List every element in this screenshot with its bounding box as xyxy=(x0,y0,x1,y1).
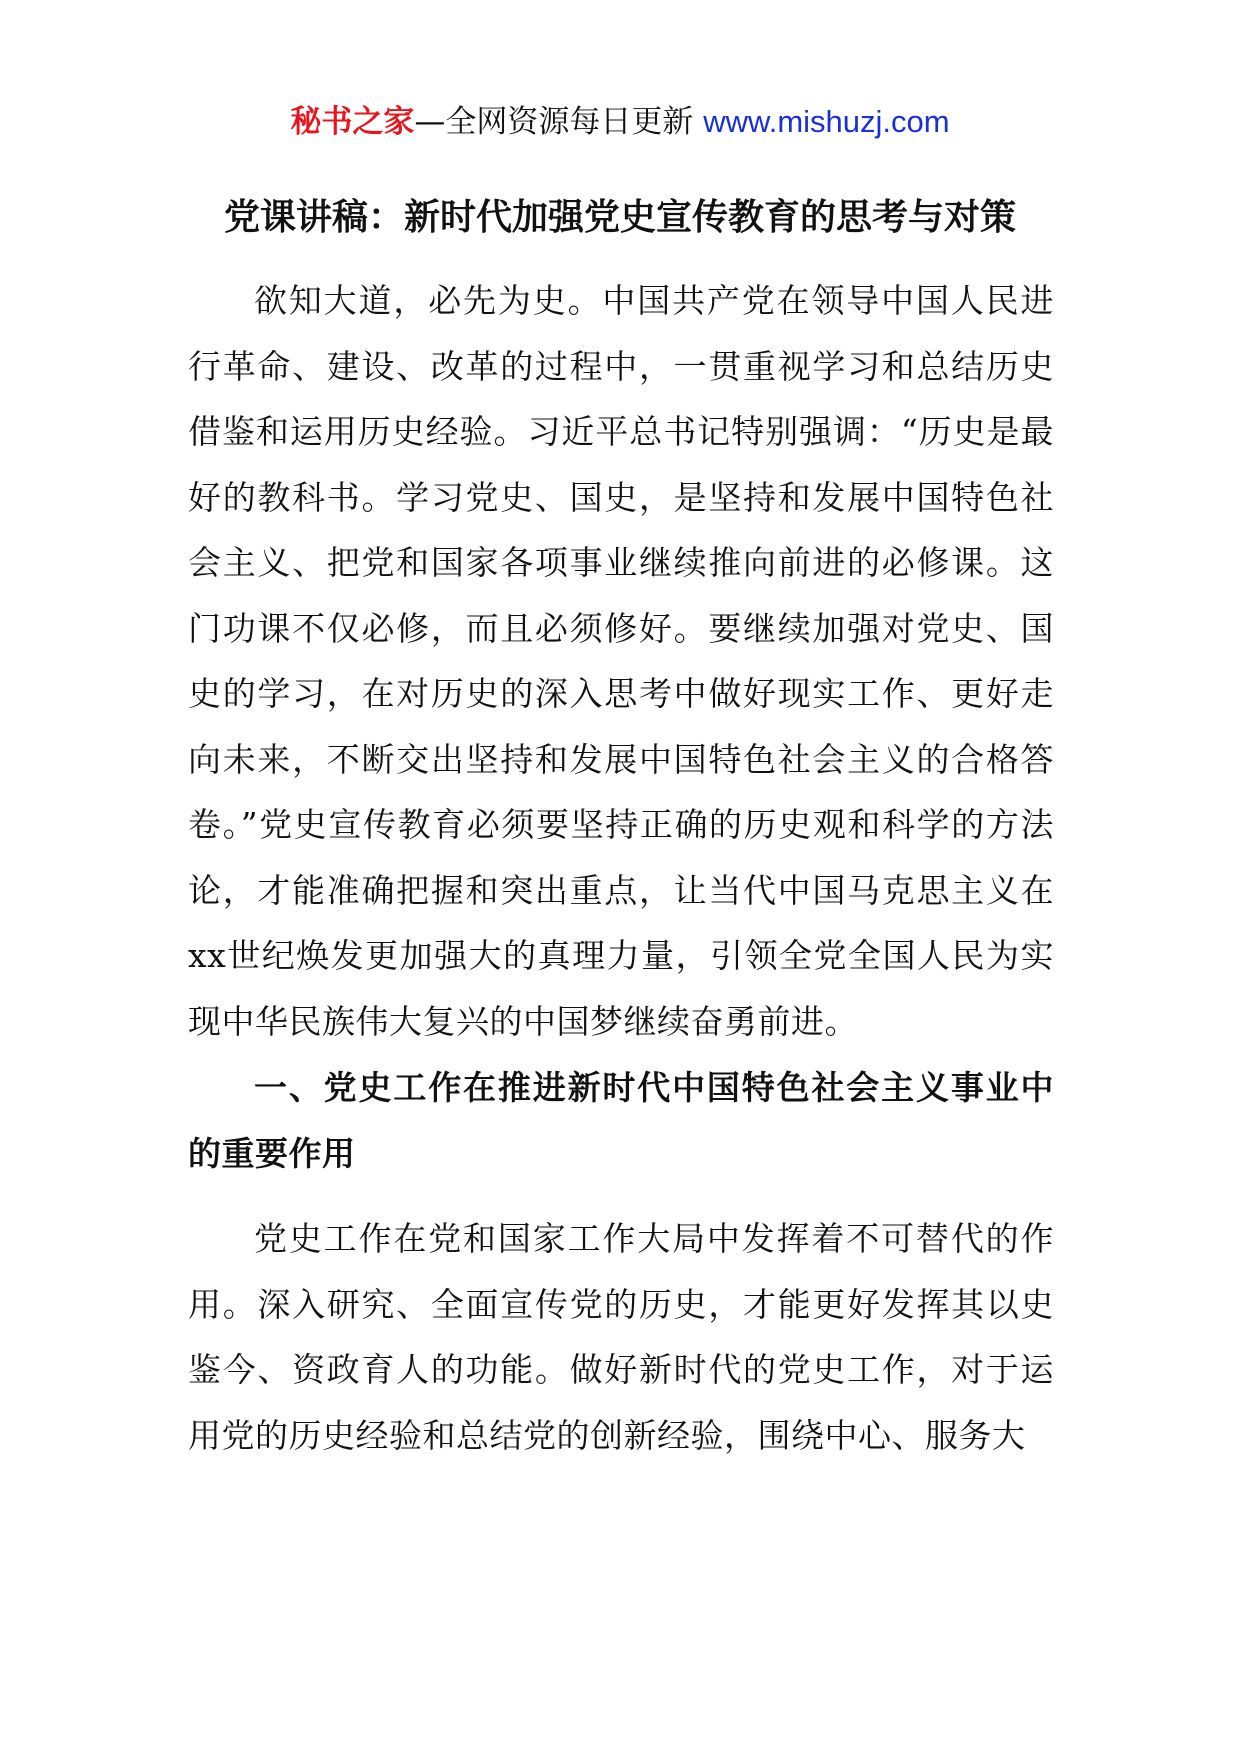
paragraph-section-1: 党史工作在党和国家工作大局中发挥着不可替代的作用。深入研究、全面宣传党的历史，才能更好发挥其以史鉴今、资政育人的功能。做好新时代的党史工作，对于运用党的历史经验和总结党的创新经验，围绕中心、服务大 xyxy=(188,1219,1054,1455)
section-heading-1: 一、党史工作在推进新时代中国特色社会主义事业中的重要作用 xyxy=(188,1068,1054,1173)
paragraph-intro: 欲知大道，必先为史。中国共产党在领导中国人民进行革命、建设、改革的过程中，一贯重视学习和总结历史借鉴和运用历史经验。习近平总书记特别强调：“历史是最好的教科书。学习党史、国史，是坚持和发展中国特色社会主义、把党和国家各项事业继续推向前进的必修课。这门功课不仅必修，而且必须修好。要继续加强对党史、国史的学习，在对历史的深入思考中做好现实工作、更好走向未来，不断交出坚持和发展中国特色社会主义的合格答卷。”党史宣传教育必须要坚持正确的历史观和科学的方法论，才能准确把握和突出重点，让当代中国马克思主义在xx世纪焕发更加强大的真理力量，引领全党全国人民为实现中华民族伟大复兴的中国梦继续奋勇前进。 xyxy=(188,281,1054,1041)
brand-name: 秘书之家 xyxy=(290,104,415,140)
site-url-link[interactable]: www.mishuzj.com xyxy=(703,104,950,139)
watermark-header xyxy=(0,100,1240,144)
header-tagline: —全网资源每日更新 xyxy=(414,104,694,140)
document-title: 党课讲稿：新时代加强党史宣传教育的思考与对策 xyxy=(223,197,1016,238)
